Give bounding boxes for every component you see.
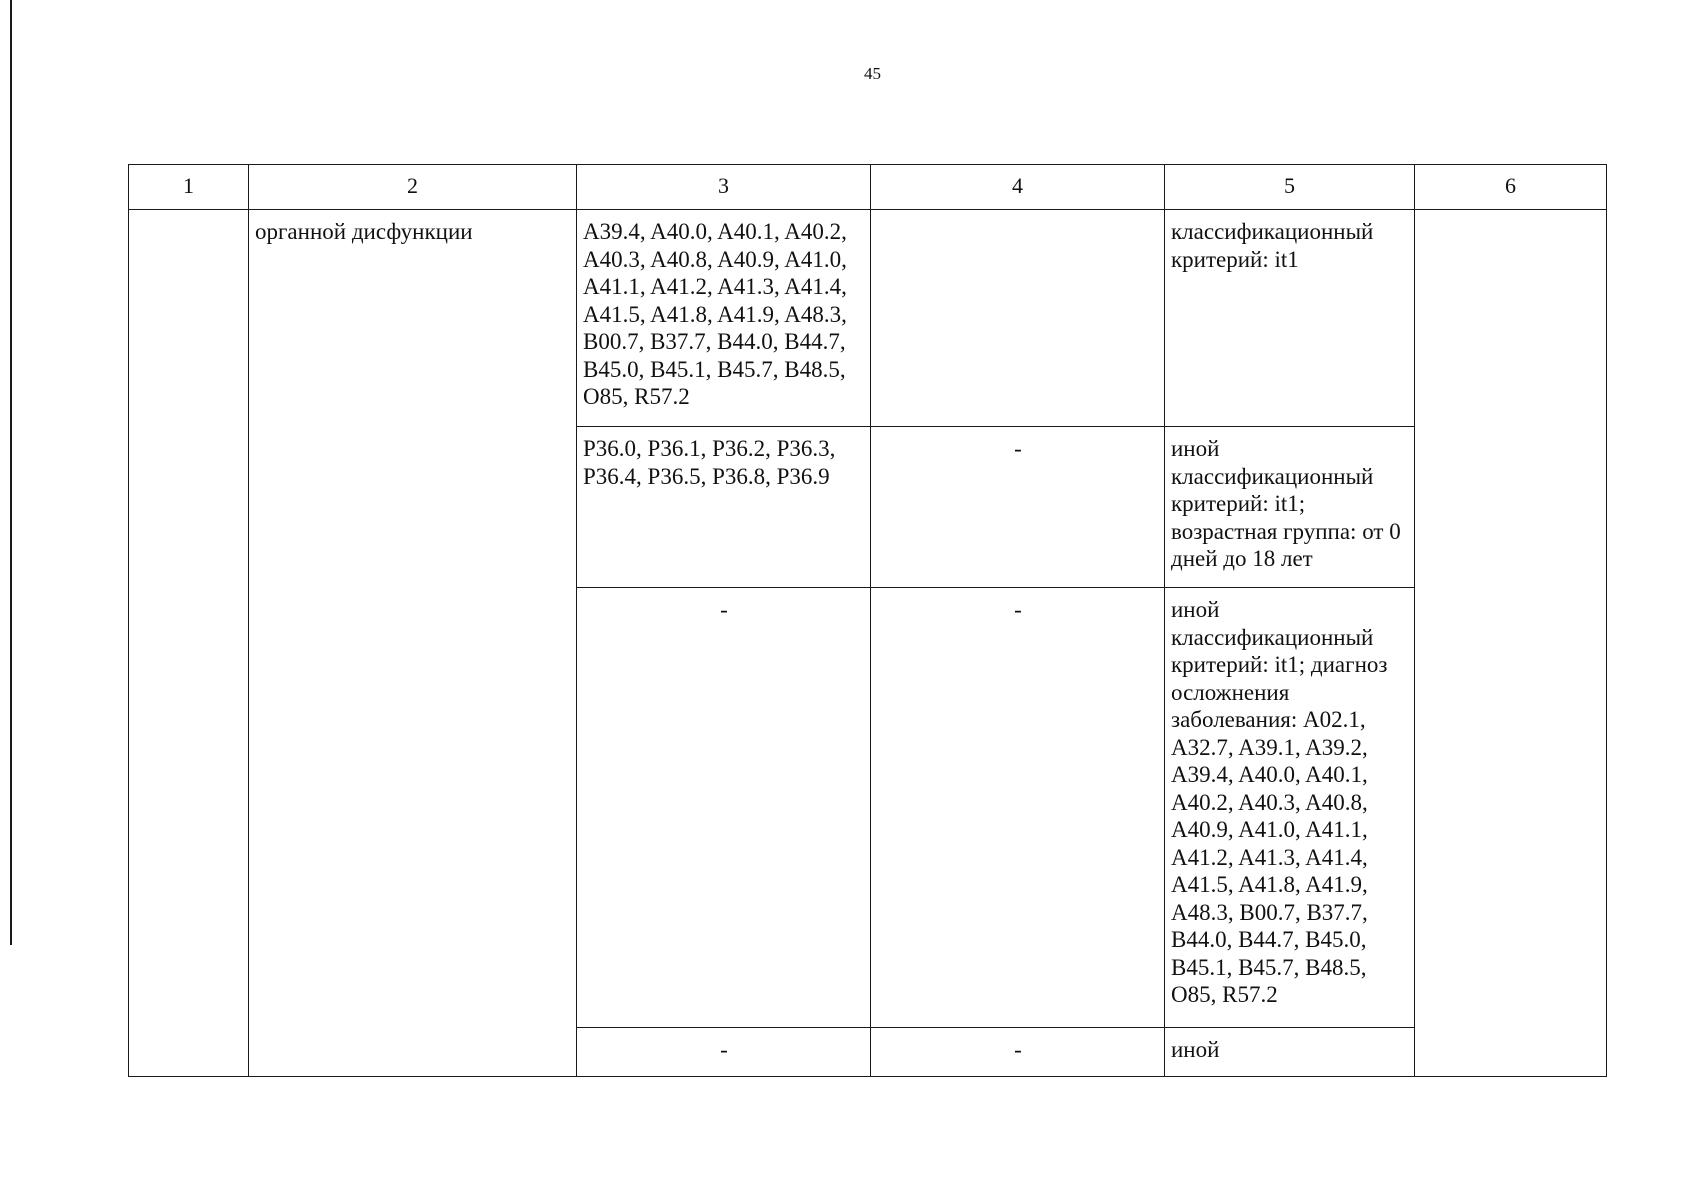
criteria-cell: иной классификационный критерий: it1; возрастная группа: от 0 дней до 18 лет xyxy=(1165,427,1415,588)
header-cell-2: 2 xyxy=(249,165,577,210)
criteria-table xyxy=(128,164,1607,1077)
criteria-cell: иной классификационный критерий: it1; диагноз осложнения заболевания: A02.1, A32.7, A39.1, A39.2, A39.4, A40.0, A40.1, A40.2, A40.3, A40.8, A40.9, A41.0, A41.1, A41.2, A41.3, A41.4, A41.5, A41.8, A41.9, A48.3, B00.7, B37.7, B44.0, B44.7, B45.0, B45.1, B45.7, B48.5, O85, R57.2 xyxy=(1165,588,1415,1028)
diagnosis-codes-cell: P36.0, P36.1, P36.2, P36.3, P36.4, P36.5, P36.8, P36.9 xyxy=(577,427,871,588)
diagnosis-codes-cell: - xyxy=(577,1028,871,1077)
col4-cell: - xyxy=(871,1028,1165,1077)
header-cell-5: 5 xyxy=(1165,165,1415,210)
diagnosis-codes-cell: - xyxy=(577,588,871,1028)
group-name-cell: органной дисфункции xyxy=(249,210,577,1077)
header-cell-1: 1 xyxy=(129,165,249,210)
page-number: 45 xyxy=(864,64,881,83)
criteria-cell: классификационный критерий: it1 xyxy=(1165,210,1415,427)
page-edge xyxy=(10,0,12,945)
table-row xyxy=(129,210,1607,427)
col4-cell xyxy=(871,210,1165,427)
diagnosis-codes-cell: A39.4, A40.0, A40.1, A40.2, A40.3, A40.8, A40.9, A41.0, A41.1, A41.2, A41.3, A41.4, A41.5, A41.8, A41.9, A48.3, B00.7, B37.7, B44.0, B44.7, B45.0, B45.1, B45.7, B48.5, O85, R57.2 xyxy=(577,210,871,427)
col4-cell: - xyxy=(871,427,1165,588)
col1-cell xyxy=(129,210,249,1077)
header-cell-4: 4 xyxy=(871,165,1165,210)
col4-cell: - xyxy=(871,588,1165,1028)
col6-cell xyxy=(1415,210,1607,1077)
header-cell-3: 3 xyxy=(577,165,871,210)
criteria-cell: иной xyxy=(1165,1028,1415,1077)
header-cell-6: 6 xyxy=(1415,165,1607,210)
table-header-row xyxy=(129,165,1607,210)
